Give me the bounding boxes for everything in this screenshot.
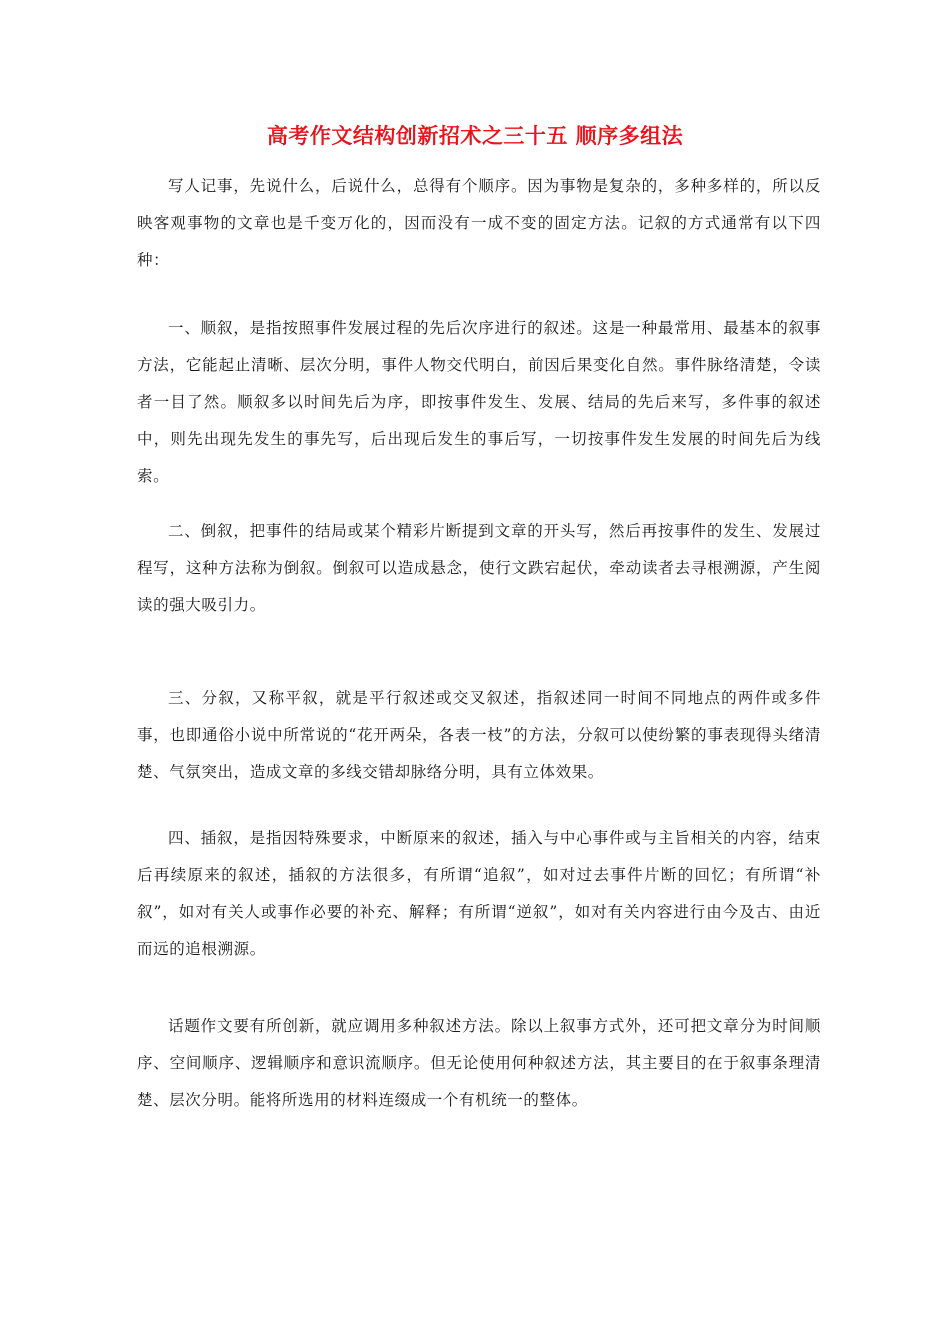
paragraph-intro: 写人记事，先说什么，后说什么，总得有个顺序。因为事物是复杂的，多种多样的，所以反映客观事物的文章也是千变万化的，因而没有一成不变的固定方法。记叙的方式通常有以下四种： <box>137 177 821 269</box>
paragraph-parallel: 三、分叙，又称平叙，就是平行叙述或交叉叙述，指叙述同一时间不同地点的两件或多件事，也即通俗小说中所常说的“花开两朵，各表一枝”的方法，分叙可以使纷繁的事表现得头绪清楚、气氛突出，造成文章的多线交错却脉络分明，具有立体效果。 <box>137 689 821 781</box>
paragraph-chronological: 一、顺叙，是指按照事件发展过程的先后次序进行的叙述。这是一种最常用、最基本的叙事方法，它能起止清晰、层次分明，事件人物交代明白，前因后果变化自然。事件脉络清楚，令读者一目了然。顺叙多以时间先后为序，即按事件发生、发展、结局的先后来写，多件事的叙述中，则先出现先发生的事先写，后出现后发生的事后写，一切按事件发生发展的时间先后为线索。 <box>137 319 821 485</box>
paragraph-interpolation: 四、插叙，是指因特殊要求，中断原来的叙述，插入与中心事件或与主旨相关的内容，结束后再续原来的叙述，插叙的方法很多，有所谓“追叙”，如对过去事件片断的回忆；有所谓“补叙”，如对有关人或事作必要的补充、解释；有所谓“逆叙”，如对有关内容进行由今及古、由近而远的追根溯源。 <box>137 829 821 958</box>
paragraph-conclusion: 话题作文要有所创新，就应调用多种叙述方法。除以上叙事方式外，还可把文章分为时间顺序、空间顺序、逻辑顺序和意识流顺序。但无论使用何种叙述方法，其主要目的在于叙事条理清楚、层次分明。能将所选用的材料连缀成一个有机统一的整体。 <box>137 1017 821 1109</box>
document-title: 高考作文结构创新招术之三十五 顺序多组法 <box>266 124 684 148</box>
paragraph-flashback: 二、倒叙，把事件的结局或某个精彩片断提到文章的开头写，然后再按事件的发生、发展过程写，这种方法称为倒叙。倒叙可以造成悬念，使行文跌宕起伏，牵动读者去寻根溯源，产生阅读的强大吸引力。 <box>137 522 821 614</box>
